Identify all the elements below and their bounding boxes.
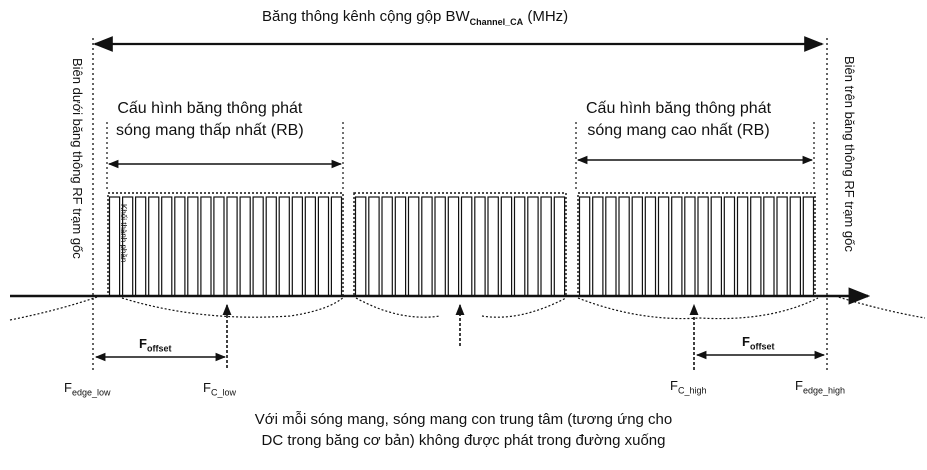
- diagram-title: Băng thông kênh cộng gộp $BW_{Channel\_CA}$ (MHz): [262, 8, 569, 27]
- low-config-label: Cấu hình băng thông phát sóng mang thấp nhất (RB): [116, 100, 304, 139]
- f-c-high-label: $F_{C\_high}$: [670, 378, 707, 396]
- resource-block: [554, 197, 564, 296]
- resource-block: [356, 197, 366, 296]
- resource-block: [645, 197, 655, 296]
- skirt-curve: [482, 298, 566, 317]
- resource-block: [751, 197, 761, 296]
- resource-block: [738, 197, 748, 296]
- resource-block: [201, 197, 211, 296]
- f-edge-high-label: $F_{edge\_high}$: [795, 378, 845, 396]
- resource-block: [606, 197, 616, 296]
- resource-block: [790, 197, 800, 296]
- resource-block: [462, 197, 472, 296]
- upper-edge-label: Biên trên băng thông RF trạm gốc: [842, 56, 857, 252]
- carrier-blocks: [108, 193, 815, 296]
- resource-block: [188, 197, 198, 296]
- footnote: Với mỗi sóng mang, sóng mang con trung tâm (tương ứng cho DC trong băng cơ bản) không được phát trong đường xuống: [254, 411, 673, 449]
- resource-block: [266, 197, 276, 296]
- resource-block: [711, 197, 721, 296]
- resource-block: [659, 197, 669, 296]
- resource-block: [475, 197, 485, 296]
- high-config-label: Cấu hình băng thông phát sóng mang cao nhất (RB): [586, 100, 772, 139]
- resource-block-label: Khối thành phần: [119, 204, 128, 263]
- resource-block: [382, 197, 392, 296]
- resource-block: [331, 197, 341, 296]
- resource-block: [149, 197, 159, 296]
- resource-block: [672, 197, 682, 296]
- offset-high-label: $F_{offset}$: [742, 334, 775, 352]
- f-edge-low-label: $F_{edge\_low}$: [64, 380, 111, 398]
- resource-block: [777, 197, 787, 296]
- f-c-low-label: $F_{C\_low}$: [203, 380, 236, 398]
- resource-block: [369, 197, 379, 296]
- skirt-curve: [122, 296, 345, 317]
- skirt-curve: [356, 298, 440, 317]
- resource-block: [803, 197, 813, 296]
- resource-block: [685, 197, 695, 296]
- resource-block: [395, 197, 405, 296]
- resource-block: [541, 197, 551, 296]
- resource-block: [253, 197, 263, 296]
- resource-block: [136, 197, 146, 296]
- resource-block: [593, 197, 603, 296]
- skirt-curve: [578, 298, 818, 319]
- resource-block: [162, 197, 172, 296]
- resource-block: [619, 197, 629, 296]
- resource-block: [764, 197, 774, 296]
- skirt-curve: [10, 296, 100, 320]
- resource-block: [515, 197, 525, 296]
- resource-block: [698, 197, 708, 296]
- resource-block: [422, 197, 432, 296]
- resource-block: [292, 197, 302, 296]
- resource-block: [305, 197, 315, 296]
- lower-edge-label: Biên dưới băng thông RF trạm gốc: [70, 58, 85, 259]
- resource-block: [488, 197, 498, 296]
- resource-block: [318, 197, 328, 296]
- resource-block: [448, 197, 458, 296]
- offset-low-label: $F_{offset}$: [139, 336, 172, 354]
- resource-block: [227, 197, 237, 296]
- skirt-curve: [835, 296, 925, 318]
- resource-block: [528, 197, 538, 296]
- resource-block: [435, 197, 445, 296]
- resource-block: [724, 197, 734, 296]
- resource-block: [409, 197, 419, 296]
- resource-block: [279, 197, 289, 296]
- resource-block: [580, 197, 590, 296]
- resource-block: [214, 197, 224, 296]
- resource-block: [175, 197, 185, 296]
- resource-block: [632, 197, 642, 296]
- resource-block: [501, 197, 511, 296]
- resource-block: [240, 197, 250, 296]
